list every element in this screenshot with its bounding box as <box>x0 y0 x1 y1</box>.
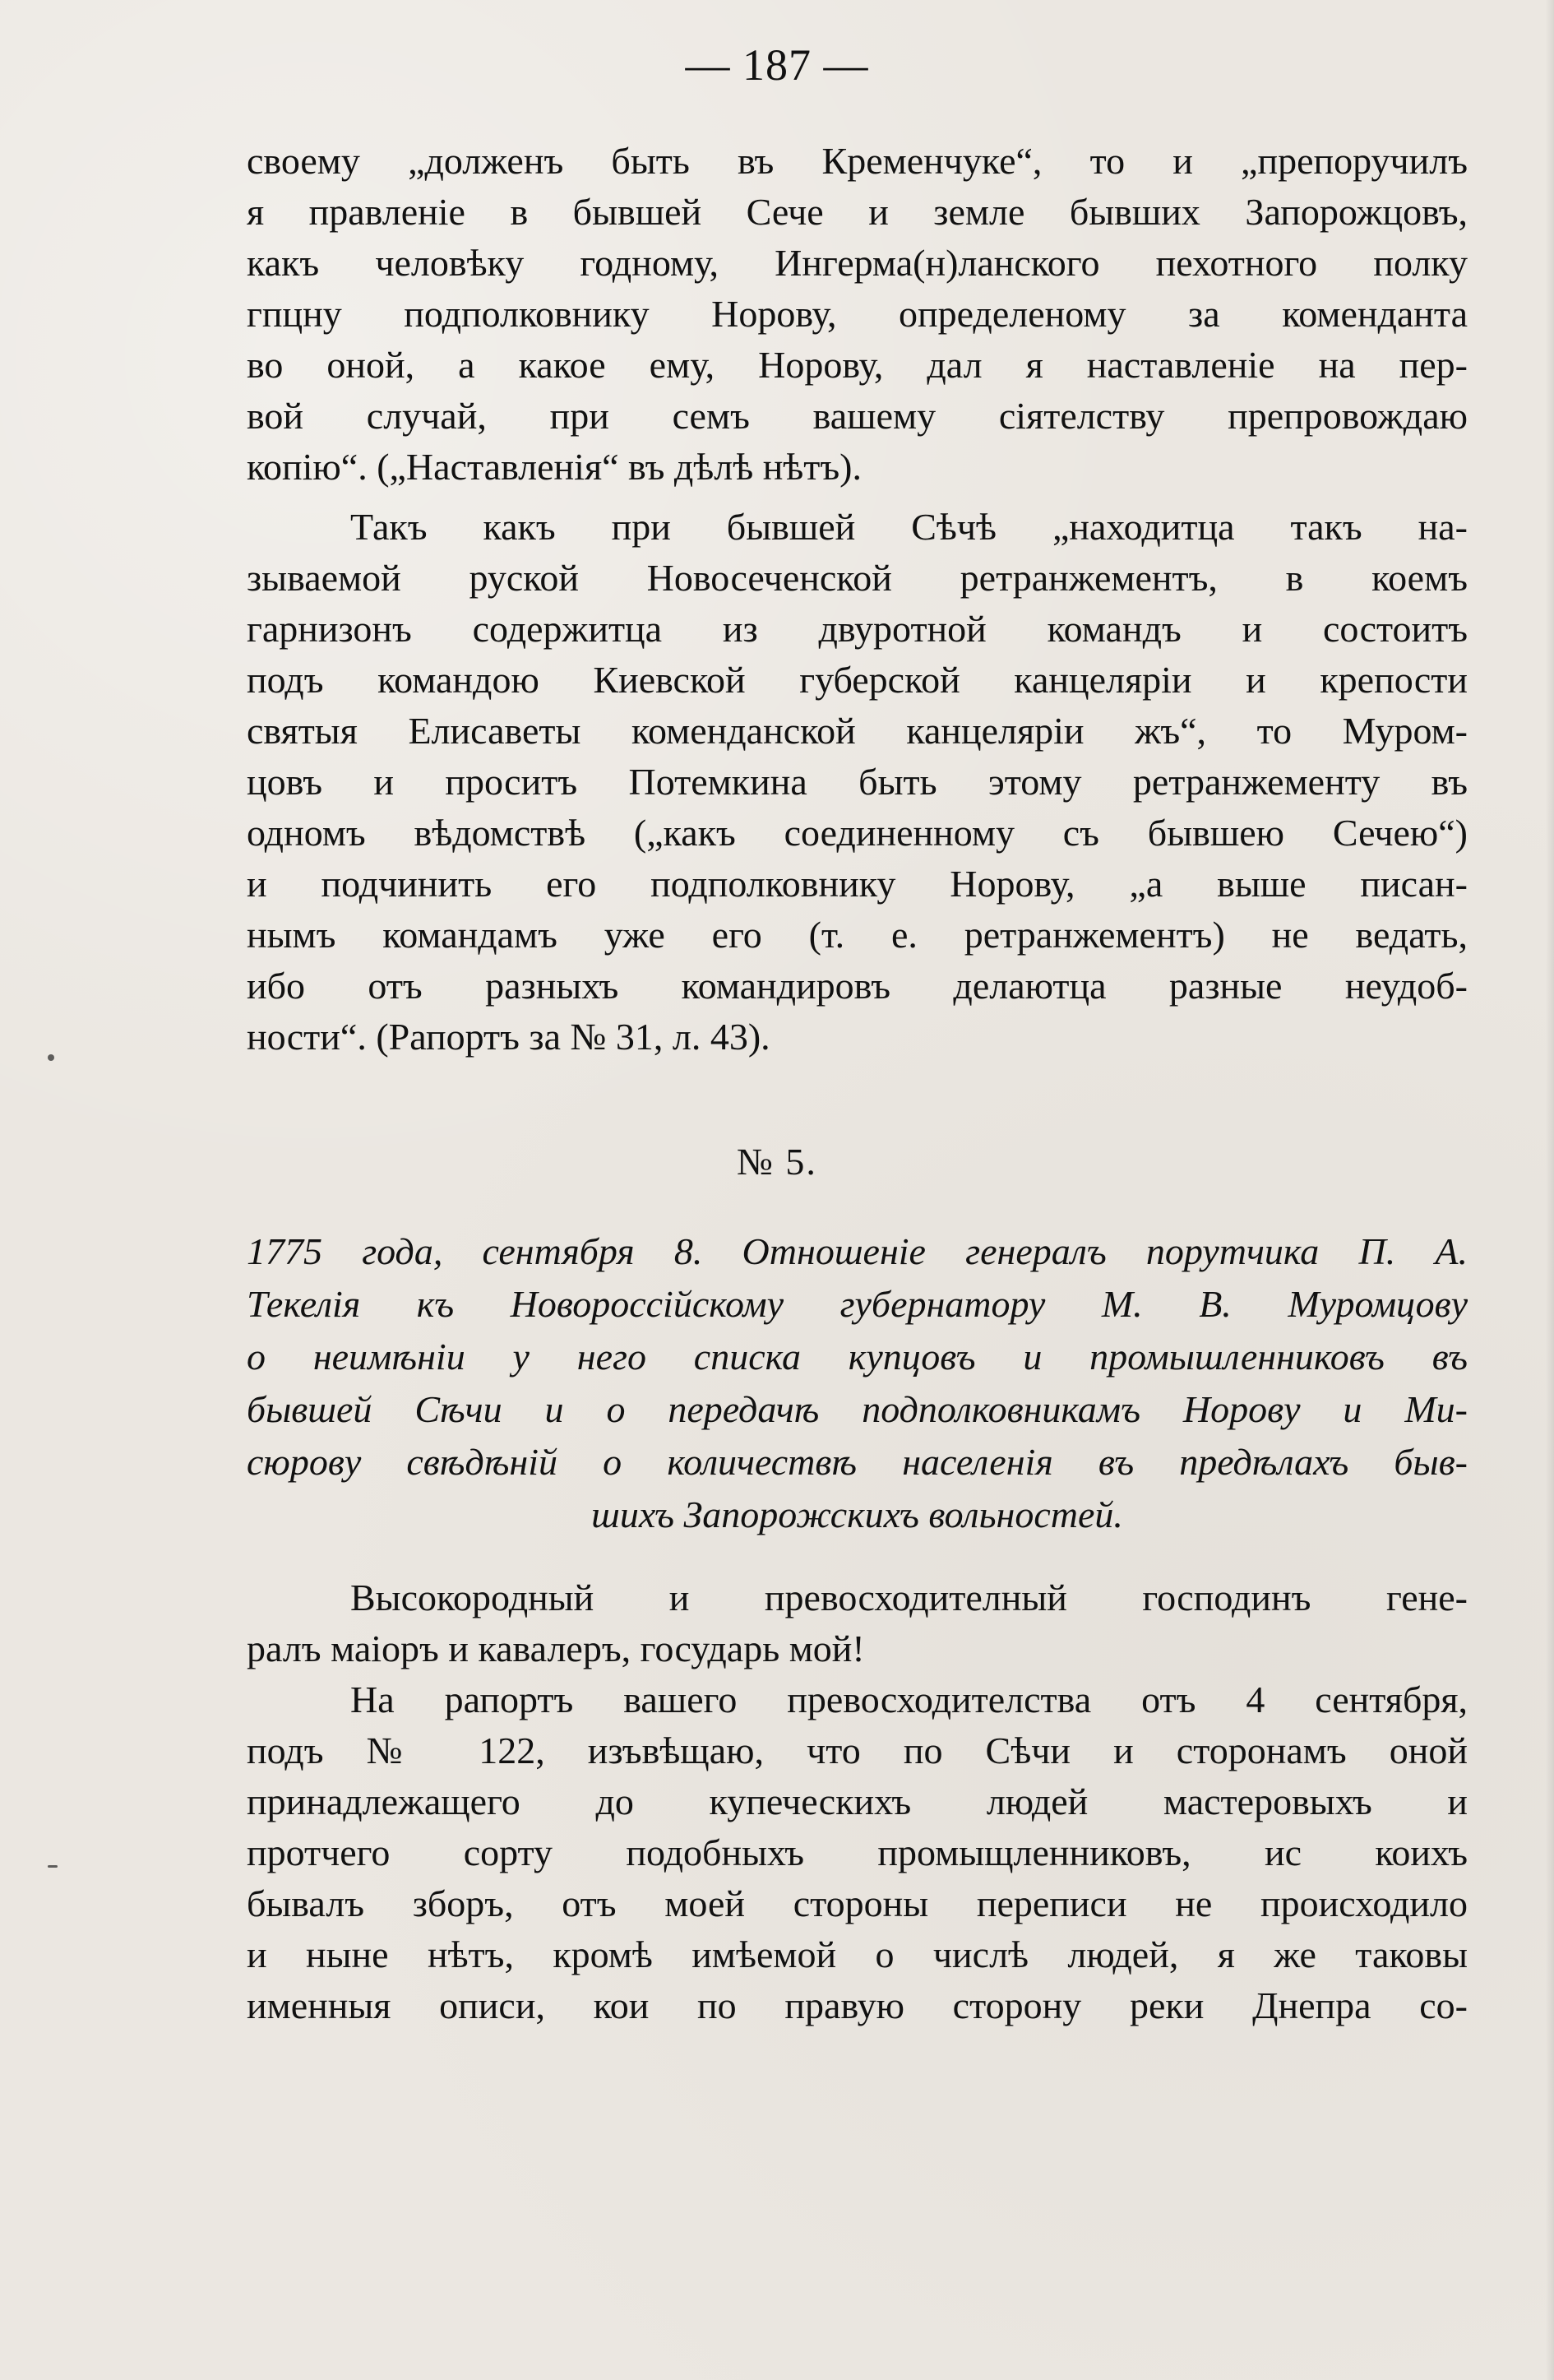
summary-line: бывшей Сѣчи и о передачѣ подполковникамъ Норову и Ми- <box>247 1388 1468 1430</box>
paragraph-line: подъ командою Киевской губерской канцеляріи и крепости <box>247 659 1468 701</box>
body-line: и ныне нѣтъ, кромѣ имѣемой о числѣ людей, я же таковы <box>247 1933 1468 1975</box>
paragraph-line: цовъ и проситъ Потемкина быть этому ретранжементу въ <box>247 761 1468 803</box>
paragraph-line: во оной, а какое ему, Норову, дал я наставленіе на пер- <box>247 344 1468 386</box>
summary-line: о неимѣніи у него списка купцовъ и промышленниковъ въ <box>247 1336 1468 1378</box>
summary-line: сюрову свѣдѣній о количествѣ населенія въ предѣлахъ быв- <box>247 1441 1468 1483</box>
paragraph-line: зываемой руской Новосеченской ретранжементъ, в коемъ <box>247 557 1468 599</box>
paragraph-line: гпцну подполковнику Норову, определеному за коменданта <box>247 293 1468 335</box>
body-line: протчего сорту подобныхъ промыщленниковъ, ис коихъ <box>247 1831 1468 1873</box>
paragraph-2 <box>247 502 1468 1063</box>
paragraph-line: какъ человѣку годному, Ингерма(н)ланского пехотного полку <box>247 242 1468 284</box>
paragraph-line: и подчинить его подполковнику Норову, „а выше писан- <box>247 863 1468 905</box>
document-heading: № 5. <box>737 1141 817 1183</box>
paragraph-line: святыя Елисаветы коменданской канцеляріи жъ“, то Муром- <box>247 710 1468 752</box>
paragraph-line: гарнизонъ содержитца из двуротной командъ и состоитъ <box>247 608 1468 650</box>
body-line: принадлежащего до купеческихъ людей мастеровыхъ и <box>247 1780 1468 1822</box>
body-line: подъ № 122, изъвѣщаю, что по Сѣчи и сторонамъ оной <box>247 1729 1468 1771</box>
body-line: именныя описи, кои по правую сторону реки Днепра со- <box>247 1984 1468 2026</box>
paragraph-line: ности“. (Рапортъ за № 31, л. 43). <box>247 1016 770 1058</box>
body-line: На рапортъ вашего превосходителства отъ 4 сентября, <box>350 1679 1468 1720</box>
paragraph-line: я правленіе в бывшей Сече и земле бывших Запорожцовъ, <box>247 191 1468 233</box>
page-edge-shadow <box>1546 0 1554 2380</box>
paragraph-1 <box>247 136 1468 493</box>
body-line: бывалъ зборъ, отъ моей стороны переписи не происходило <box>247 1882 1468 1924</box>
paragraph-line: копію“. („Наставленія“ въ дѣлѣ нѣтъ). <box>247 446 862 488</box>
margin-mark <box>48 1054 54 1061</box>
page-number: — 187 — <box>685 40 869 90</box>
paragraph-line: Такъ какъ при бывшей Сѣчѣ „находитца такъ на- <box>350 506 1468 548</box>
document-summary <box>247 1225 1468 1541</box>
body-paragraph <box>247 1674 1468 2031</box>
summary-line: шихъ Запорожскихъ вольностей. <box>591 1493 1123 1535</box>
paragraph-line: ибо отъ разныхъ командировъ делаютца разные неудоб- <box>247 965 1468 1007</box>
paragraph-line: своему „долженъ быть въ Кременчуке“, то и „препоручилъ <box>247 140 1468 182</box>
summary-line: Текелія къ Новороссійскому губернатору М. В. Муромцову <box>247 1283 1468 1325</box>
greeting-line: Высокородный и превосходителный господинъ гене- <box>350 1577 1468 1618</box>
margin-mark <box>48 1865 58 1868</box>
greeting-paragraph <box>247 1572 1468 1674</box>
paragraph-line: вой случай, при семъ вашему сіятелству препровождаю <box>247 395 1468 437</box>
summary-line: 1775 года, сентября 8. Отношеніе генералъ порутчика П. А. <box>247 1230 1468 1272</box>
greeting-line: ралъ маіоръ и кавалеръ, государь мой! <box>247 1628 865 1669</box>
paragraph-line: одномъ вѣдомствѣ („какъ соединенному съ бывшею Сечею“) <box>247 812 1468 854</box>
paragraph-line: нымъ командамъ уже его (т. е. ретранжементъ) не ведать, <box>247 914 1468 956</box>
